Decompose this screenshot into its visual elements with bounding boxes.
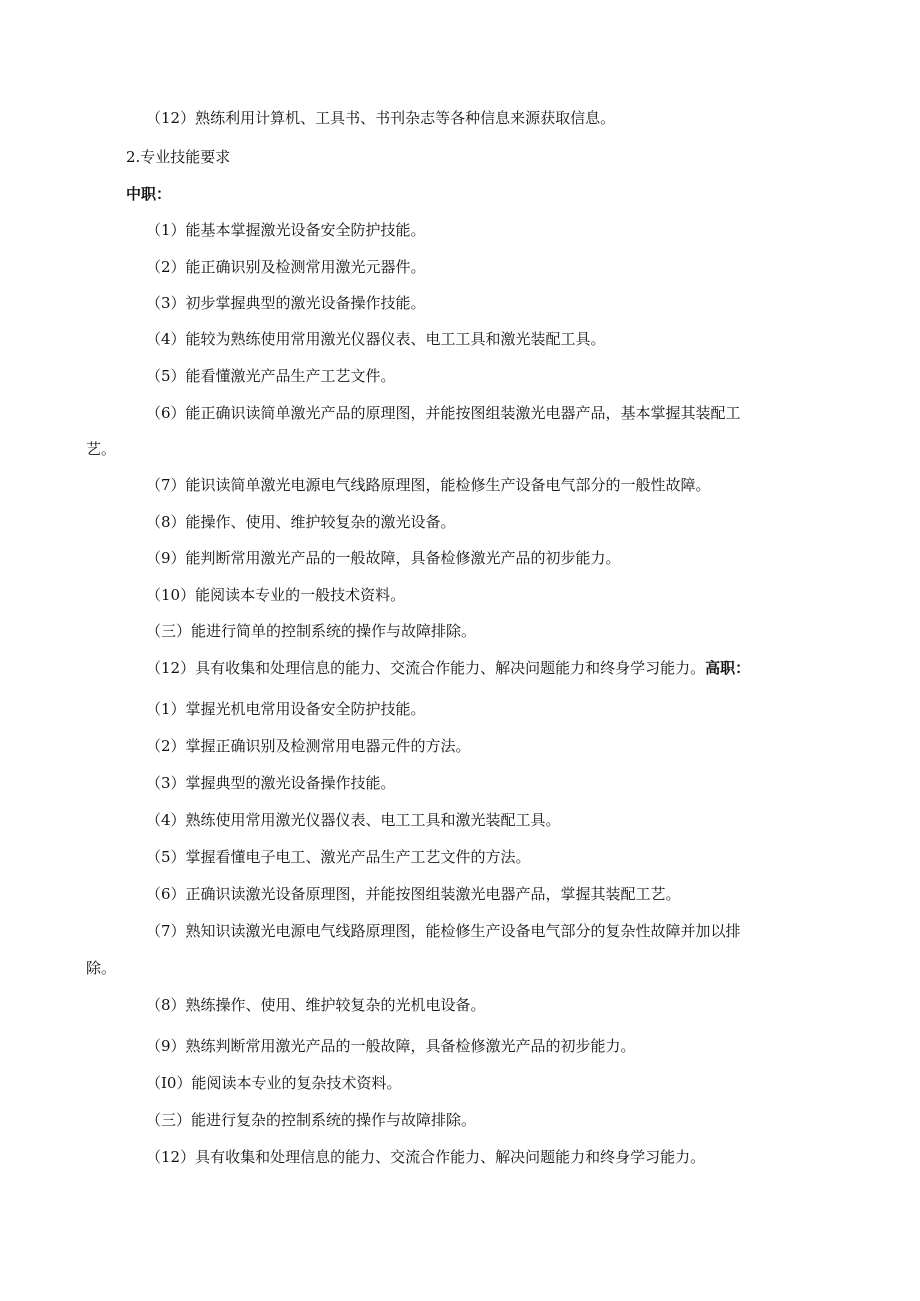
higher-item-11: （三）能进行复杂的控制系统的操作与故障排除。 bbox=[146, 1111, 477, 1129]
higher-item-6: （6）正确识读激光设备原理图，并能按图组装激光电器产品，掌握其装配工艺。 bbox=[146, 885, 681, 903]
section-heading: 2.专业技能要求 bbox=[126, 148, 231, 166]
secondary-heading: 中职： bbox=[126, 185, 172, 203]
secondary-item-2: （2）能正确识别及检测常用激光元器件。 bbox=[146, 258, 426, 276]
secondary-item-9: （9）能判断常用激光产品的一般故障，具备检修激光产品的初步能力。 bbox=[146, 549, 621, 567]
higher-item-1: （1）掌握光机电常用设备安全防护技能。 bbox=[146, 700, 426, 718]
secondary-item-6: （6）能正确识读简单激光产品的原理图，并能按图组装激光电器产品，基本掌握其装配工 bbox=[146, 404, 741, 422]
higher-item-2: （2）掌握正确识别及检测常用电器元件的方法。 bbox=[146, 737, 471, 755]
secondary-item-1: （1）能基本掌握激光设备安全防护技能。 bbox=[146, 221, 426, 239]
secondary-item-12: （12）具有收集和处理信息的能力、交流合作能力、解决问题能力和终身学习能力。 bbox=[146, 659, 706, 677]
higher-item-8: （8）熟练操作、使用、维护较复杂的光机电设备。 bbox=[146, 996, 486, 1014]
secondary-item-4: （4）能较为熟练使用常用激光仪器仪表、电工工具和激光装配工具。 bbox=[146, 330, 606, 348]
paragraph-intro-item: （12）熟练利用计算机、工具书、书刊杂志等各种信息来源获取信息。 bbox=[146, 109, 616, 127]
higher-item-7: （7）熟知识读激光电源电气线路原理图，能检修生产设备电气部分的复杂性故障并加以排 bbox=[146, 922, 741, 940]
secondary-item-7: （7）能识读简单激光电源电气线路原理图，能检修生产设备电气部分的一般性故障。 bbox=[146, 476, 711, 494]
secondary-item-5: （5）能看懂激光产品生产工艺文件。 bbox=[146, 367, 396, 385]
secondary-item-11: （三）能进行简单的控制系统的操作与故障排除。 bbox=[146, 622, 477, 640]
higher-item-10: （I0）能阅读本专业的复杂技术资料。 bbox=[146, 1074, 402, 1092]
higher-item-7-continuation: 除。 bbox=[86, 959, 117, 977]
higher-item-12: （12）具有收集和处理信息的能力、交流合作能力、解决问题能力和终身学习能力。 bbox=[146, 1148, 706, 1166]
higher-item-9: （9）熟练判断常用激光产品的一般故障，具备检修激光产品的初步能力。 bbox=[146, 1037, 636, 1055]
higher-item-5: （5）掌握看懂电子电工、激光产品生产工艺文件的方法。 bbox=[146, 848, 531, 866]
secondary-item-8: （8）能操作、使用、维护较复杂的激光设备。 bbox=[146, 513, 456, 531]
higher-item-3: （3）掌握典型的激光设备操作技能。 bbox=[146, 774, 396, 792]
higher-item-4: （4）熟练使用常用激光仪器仪表、电工工具和激光装配工具。 bbox=[146, 811, 561, 829]
secondary-item-3: （3）初步掌握典型的激光设备操作技能。 bbox=[146, 294, 426, 312]
secondary-item-10: （10）能阅读本专业的一般技术资料。 bbox=[146, 586, 406, 604]
secondary-item-12-with-heading bbox=[146, 657, 750, 679]
secondary-item-6-continuation: 艺。 bbox=[86, 440, 117, 458]
higher-heading: 高职： bbox=[705, 659, 751, 677]
